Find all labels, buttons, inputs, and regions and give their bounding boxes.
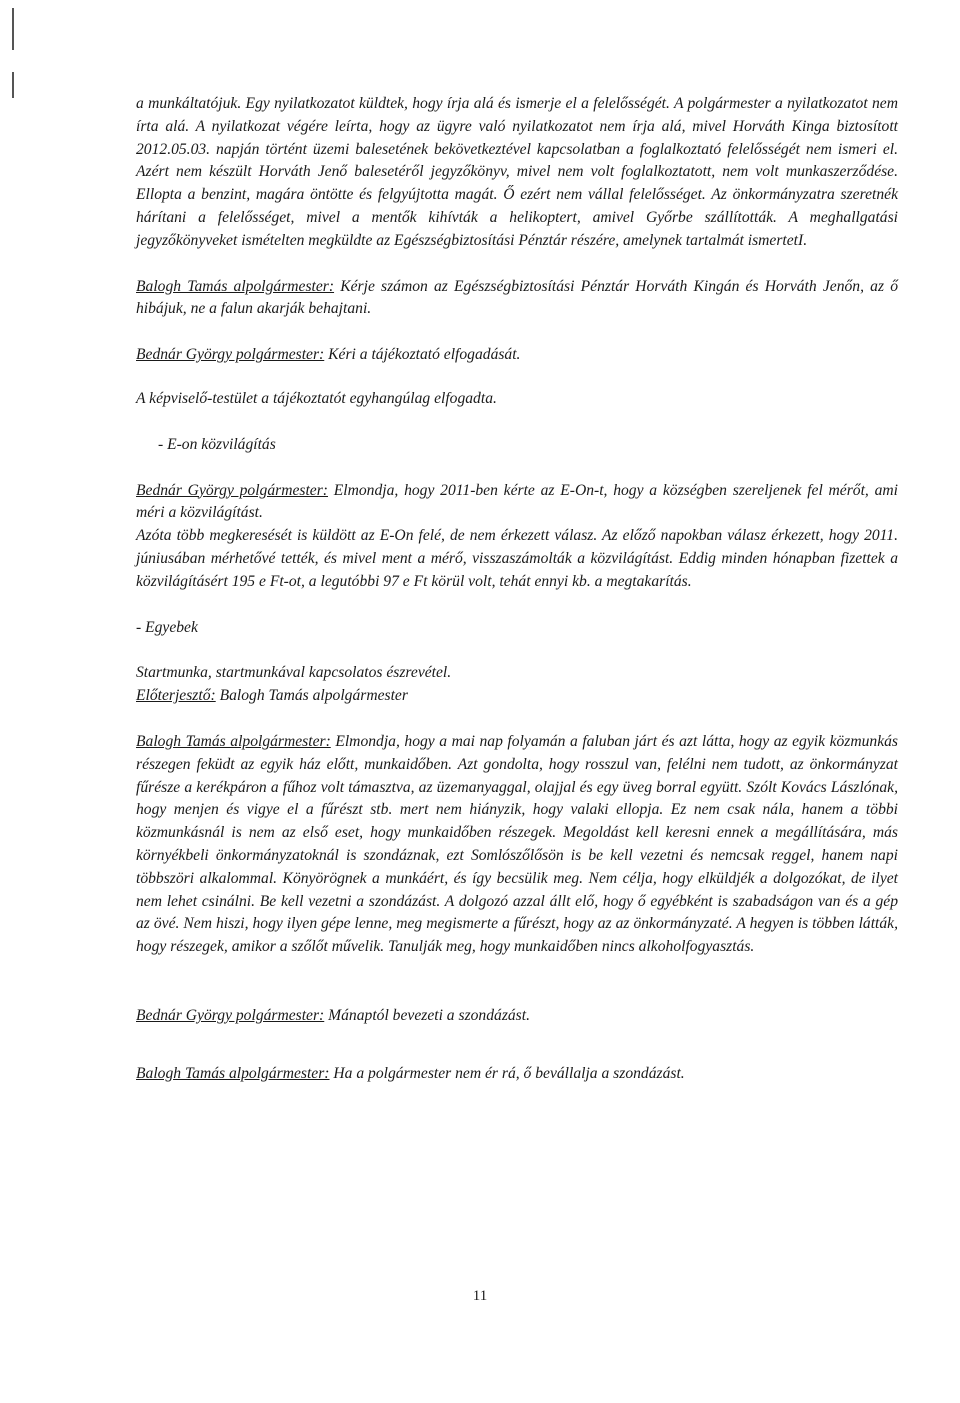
- page-number: 11: [472, 1288, 488, 1304]
- paragraph: [136, 731, 898, 959]
- agenda-item: - E-on közvilágítás: [158, 435, 276, 453]
- speaker-label: Előterjesztő:: [136, 687, 216, 705]
- paragraph: [136, 685, 898, 708]
- document-body: [136, 93, 898, 1086]
- agenda-item: - Egyebek: [136, 618, 198, 636]
- paragraph-text: Elmondja, hogy 2011-ben kérte az E-On-t, hogy a községben szereljenek fel mérőt, ami méri a közvilágítást.: [136, 481, 898, 522]
- paragraph: [136, 480, 898, 526]
- paragraph: [136, 1063, 898, 1086]
- scan-margin-mark: [12, 8, 14, 50]
- paragraph: a munkáltatójuk. Egy nyilatkozatot küldtek, hogy írja alá és ismerje el a felelősségét. A polgármester a nyilatkozatot nem írta alá. A nyilatkozat végére leírta, hogy az ügyre való nyilatkozatot nem írja alá, mivel Horváth Kinga biztosított 2012.05.03. napján történt üzemi balesetének bekövetkeztével kapcsolatban a foglalkoztató felelősségét nem ismeri el. Azért nem készült Horváth Jenő balesetéről jegyzőkönyv, mivel nem volt foglalkoztatott, nem volt munkaszerződése. Ellopta a benzint, magára öntötte és felgyújtotta magát. Ő ezért nem vállal felelősséget. Az önkormányzatra szeretnék hárítani a felelősséget, mivel a mentők kihívták a helikoptert, amivel Győrbe szállították. A meghallgatási jegyzőkönyveket ismételten megküldte az Egészségbiztosítási Pénztár részére, amelynek tartalmát ismertetI.: [136, 95, 898, 249]
- speaker-label: Bednár György polgármester:: [136, 1006, 325, 1024]
- scan-margin-mark: [12, 72, 14, 98]
- speaker-label: Bednár György polgármester:: [136, 346, 325, 364]
- paragraph: [136, 344, 898, 367]
- paragraph: A képviselő-testület a tájékoztatót egyhangúlag elfogadta.: [136, 389, 497, 407]
- paragraph-text: Balogh Tamás alpolgármester: [215, 687, 408, 705]
- paragraph-text: Elmondja, hogy a mai nap folyamán a faluban járt és azt látta, hogy az egyik közmunkás részegen feküdt az egyik ház előtt, munkaidőben. Azt gondolta, hogy rosszul van, felélni nem tudott, az önkormányzat fűrésze a kerékpáron a fűhoz volt támasztva, az üzemanyaggal, olajjal és egy üveg borral együtt. Szólt Kovács Lászlónak, hogy menjen és vigye el a fűrészt stb. mert nem hiányzik, hogy valaki ellopja. Ez nem csak nála, hanem a többi közmunkásnál is nem az első eset, hogy munkaidőben részegek. Megoldást kell keresni ennek a megállítására, más környékbeli önkormányzatoknál is szondáznak, ezt Somlószőlősön is be kell vezetni és nemcsak reggel, hanem napi többszöri alkalommal. Könyörögnek a munkáért, és így becsülik meg. Nem célja, hogy elküldjék a dolgozókat, de ilyet nem lehet csinálni. Be kell vezetni a szondázást. A dolgozó azzal állt elő, hogy ő egyébként is szabadságon van és a gép az övé. Nem hiszi, hogy ilyen gépe lenne, meg megismerte a fűrészt, hogy az az önkormányzaté. A hegyen is többen látták, hogy részegek, amikor a szőlőt művelik. Tanulják meg, hogy munkaidőben nincs alkoholfogyasztás.: [136, 732, 898, 956]
- paragraph: Azóta több megkeresését is küldött az E-On felé, de nem érkezett válasz. Az előző napokban válasz érkezett, hogy 2011. júniusában mérhetővé tették, és mivel ment a mérő, visszaszámolták a közvilágítást. Eddig minden hónapban fizettek a közvilágításért 195 e Ft-ot, a legutóbbi 97 e Ft körül volt, tehát ennyi kb. a megtakarítás.: [136, 527, 898, 590]
- speaker-label: Balogh Tamás alpolgármester:: [136, 732, 331, 750]
- paragraph-text: Mánaptól bevezeti a szondázást.: [324, 1006, 530, 1024]
- paragraph: Startmunka, startmunkával kapcsolatos észrevétel.: [136, 664, 452, 682]
- paragraph-text: Kérje számon az Egészségbiztosítási Pénztár Horváth Kingán és Horváth Jenőn, az ő hibájuk, ne a falun akarják behajtani.: [136, 277, 898, 318]
- paragraph: [136, 276, 898, 322]
- paragraph-text: Kéri a tájékoztató elfogadását.: [324, 346, 521, 364]
- paragraph-text: Ha a polgármester nem ér rá, ő bevállalja a szondázást.: [329, 1064, 685, 1082]
- speaker-label: Bednár György polgármester:: [136, 481, 328, 499]
- paragraph: [136, 1005, 898, 1028]
- speaker-label: Balogh Tamás alpolgármester:: [136, 1064, 330, 1082]
- speaker-label: Balogh Tamás alpolgármester:: [136, 277, 335, 295]
